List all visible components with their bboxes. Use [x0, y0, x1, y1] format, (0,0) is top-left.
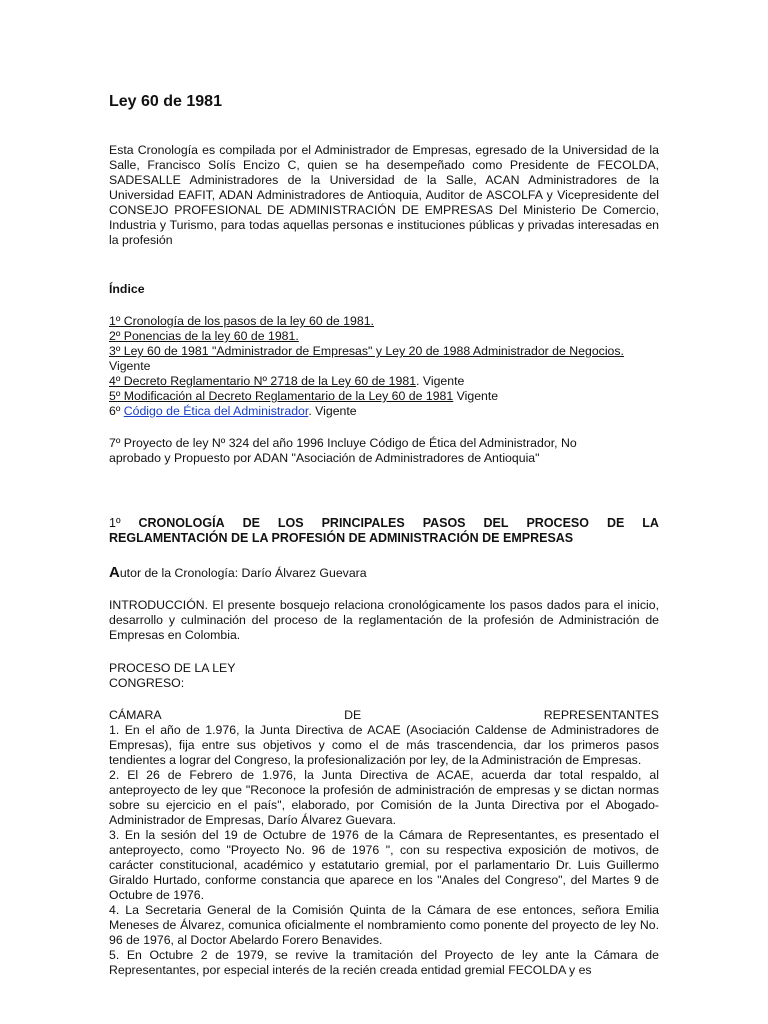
author-initial: A: [109, 564, 120, 581]
index-list: [109, 314, 659, 419]
index-item-6-number: 6º: [109, 404, 124, 418]
index-item-7-line1: 7º Proyecto de ley Nº 324 del año 1996 Incluye Código de Ética del Administrador, No: [109, 436, 577, 450]
section-1-word: DE: [242, 516, 260, 530]
index-item-1[interactable]: 1º Cronología de los pasos de la ley 60 de 1981.: [109, 314, 374, 328]
section-1-word: PRINCIPALES: [321, 516, 405, 530]
process-item-2: 2. El 26 de Febrero de 1.976, la Junta Directiva de ACAE, acuerda dar total respaldo, al anteproyecto de ley que "Reconoce la profesión de administración de empresas y se dictan normas sobre su ejercicio en el país", elaborado, por Comisión de la Junta Directiva por el Abogado-Administrador de Empresas, Darío Álvarez Guevara.: [109, 768, 659, 827]
section-1-heading-line2: REGLAMENTACIÓN DE LA PROFESIÓN DE ADMINISTRACIÓN DE EMPRESAS: [109, 531, 574, 545]
camara-heading: [109, 708, 659, 723]
section-1-number: 1º: [109, 516, 121, 530]
process-item-4: 4. La Secretaria General de la Comisión Quinta de la Cámara de ese entonces, señora Emilia Meneses de Álvarez, comunica oficialmente el nombramiento como ponente del proyecto de ley No. 96 de 1976, al Doctor Abelardo Forero Benavides.: [109, 903, 659, 947]
section-1-word: PASOS: [422, 516, 466, 530]
introduction-paragraph: INTRODUCCIÓN. El presente bosquejo relaciona cronológicamente los pasos dados para el inicio, desarrollo y culminación del proceso de la reglamentación de la profesión de Administración de Empresas en Colombia.: [109, 598, 659, 642]
index-item-4[interactable]: 4º Decreto Reglamentario Nº 2718 de la Ley 60 de 1981: [109, 374, 417, 388]
index-item-7: [109, 436, 659, 466]
proceso-line2: CONGRESO:: [109, 676, 185, 690]
process-item-3: 3. En la sesión del 19 de Octubre de 1976 de la Cámara de Representantes, es presentado el anteproyecto, como "Proyecto No. 96 de 1976 ", con su respectiva exposición de motivos, de carácter constitucional, académico y estatutario gremial, por el parlamentario Dr. Luis Guillermo Giraldo Hurtado, conforme constancia que aparece en los "Anales del Congreso", del Martes 9 de Octubre de 1976.: [109, 828, 659, 902]
camara-word: DE: [344, 708, 362, 722]
author-line: [109, 565, 659, 581]
index-heading: Índice: [109, 282, 145, 296]
index-item-5[interactable]: 5º Modificación al Decreto Reglamentario de la Ley 60 de 1981: [109, 389, 454, 403]
index-item-7-line2: aprobado y Propuesto por ADAN "Asociación de Administradores de Antioquia": [109, 451, 540, 465]
process-list: [109, 723, 659, 978]
process-item-5: 5. En Octubre 2 de 1979, se revive la tramitación del Proyecto de ley ante la Cámara de Representantes, por especial interés de la recién creada entidad gremial FECOLDA y es: [109, 948, 659, 977]
index-item-6-link[interactable]: Código de Ética del Administrador: [123, 404, 309, 418]
index-item-4-status: . Vigente: [416, 374, 465, 388]
section-1-heading: [109, 516, 659, 546]
index-item-5-status: Vigente: [453, 389, 499, 403]
process-item-1: 1. En el año de 1.976, la Junta Directiva de ACAE (Asociación Caldense de Administradores de Empresas), fija entre sus objetivos y como el de más trascendencia, dar los primeros pasos tendientes a lograr del Congreso, la profesionalización por ley, de la Administración de Empresas.: [109, 723, 659, 767]
proceso-heading: [109, 661, 659, 691]
index-item-6-status: . Vigente: [308, 404, 357, 418]
section-1-word: CRONOLOGÍA: [138, 516, 225, 530]
section-1-word: PROCESO: [526, 516, 589, 530]
intro-paragraph: Esta Cronología es compilada por el Administrador de Empresas, egresado de la Universidad de la Salle, Francisco Solís Encizo C, quien se ha desempeñado como Presidente de FECOLDA, SADESALLE Administradores de la Universidad de la Salle, ACAN Administradores de la Universidad EAFIT, ADAN Administradores de Antioquia, Auditor de ASCOLFA y Vicepresidente del CONSEJO PROFESIONAL DE ADMINISTRACIÓN DE EMPRESAS Del Ministerio De Comercio, Industria y Turismo, para todas aquellas personas e instituciones públicas y privadas interesadas en la profesión: [109, 143, 659, 247]
proceso-line1: PROCESO DE LA LEY: [109, 661, 236, 675]
section-1-word: LOS: [277, 516, 304, 530]
index-item-2[interactable]: 2º Ponencias de la ley 60 de 1981.: [109, 329, 299, 343]
index-item-3-status: Vigente: [109, 359, 151, 373]
section-1-word: DEL: [483, 516, 509, 530]
author-text: utor de la Cronología: Darío Álvarez Guevara: [119, 566, 367, 580]
index-item-3[interactable]: 3º Ley 60 de 1981 "Administrador de Empresas" y Ley 20 de 1988 Administrador de Negocios.: [109, 344, 624, 358]
document-title: Ley 60 de 1981: [109, 93, 222, 110]
section-1-word: LA: [642, 516, 659, 530]
section-1-word: DE: [606, 516, 625, 530]
camara-word: CÁMARA: [109, 708, 162, 722]
camara-word: REPRESENTANTES: [543, 708, 659, 722]
